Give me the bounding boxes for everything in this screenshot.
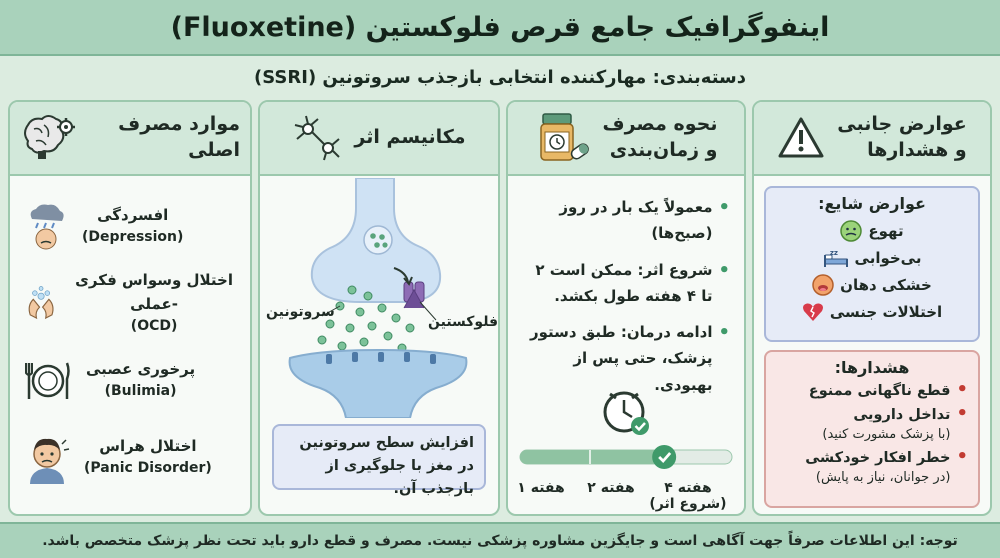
mechanism-caption: افزایش سطح سروتونین در مغز با جلوگیری از بازجذب آن. — [272, 424, 486, 490]
disclaimer-footer: توجه: این اطلاعات صرفاً جهت آگاهی است و جایگزین مشاوره پزشکی نیست. مصرف و قطع دارو باید تحت نظر پزشک متخصص باشد. — [0, 522, 1000, 558]
dosing-item: • شروع اثر: ممکن است ۲ تا ۴ هفته طول بکشد. — [522, 257, 730, 310]
pill-bottle-icon — [535, 110, 591, 166]
side-effects-column — [752, 100, 992, 516]
side-effects-header — [754, 102, 990, 176]
use-item-ocd: اختلال وسواس فکری -عملی (OCD) — [10, 265, 250, 342]
warnings-box — [764, 350, 980, 508]
bullet-icon: • — [956, 379, 968, 400]
neuron-icon — [292, 113, 342, 163]
serotonin-label: سروتونین — [266, 304, 335, 320]
common-side-effects-title: عوارض شایع: — [818, 194, 926, 213]
svg-text:zz: zz — [829, 248, 838, 257]
timeline-week4: هفته ۴ (شروع اثر) — [649, 480, 727, 512]
dosing-title-line1: نحوه مصرف — [602, 113, 718, 136]
side-effect-item: خشکی دهان — [776, 271, 968, 298]
uses-column — [8, 100, 252, 516]
plate-cutlery-icon — [24, 359, 72, 403]
progress-check-icon — [652, 445, 676, 469]
dosing-header — [508, 102, 744, 176]
dosing-column — [506, 100, 746, 516]
uses-list — [10, 176, 250, 496]
use-item-bulimia: پرخوری عصبی (Bulimia) — [10, 342, 250, 419]
fluoxetine-label: فلوکستین — [428, 314, 499, 330]
uses-title: موارد مصرف اصلی — [118, 113, 240, 161]
nausea-face-icon — [840, 220, 862, 242]
warning-item: • تداخل دارویی (با پزشک مشورت کنید) — [776, 405, 968, 445]
bullet-icon: • — [718, 322, 730, 343]
dosing-title-line2: و زمان‌بندی — [609, 139, 718, 161]
mechanism-column — [258, 100, 500, 516]
side-effects-title-line1: عوارض جانبی — [837, 113, 967, 136]
side-effect-item: اختلالات جنسی — [776, 298, 968, 325]
bullet-icon: • — [718, 197, 730, 218]
side-effects-title-line2: و هشدارها — [867, 139, 967, 161]
hand-washing-icon — [24, 278, 58, 330]
timeline-week2: هفته ۲ — [587, 480, 635, 496]
common-side-effects-box — [764, 186, 980, 342]
side-effect-item: تهوع — [776, 217, 968, 244]
anxious-person-icon — [24, 432, 70, 484]
page-title: اینفوگرافیک جامع قرص فلوکستین (Fluoxetine) — [170, 11, 830, 43]
progress-bar — [518, 442, 734, 472]
uses-header — [10, 102, 250, 176]
dosing-item: • ادامه درمان: طبق دستور پزشک، حتی پس از بهبودی. — [522, 319, 730, 398]
synapse-diagram — [260, 178, 498, 418]
dry-mouth-icon — [812, 274, 834, 296]
progress-fill — [520, 450, 664, 464]
warnings-title: هشدارها: — [834, 358, 910, 377]
sleeping-bed-icon — [823, 247, 849, 269]
broken-heart-icon — [802, 302, 824, 322]
warning-item: • خطر افکار خودکشی (در جوانان، نیاز به پایش) — [776, 448, 968, 488]
category-subtitle: دسته‌بندی: مهارکننده انتخابی بازجذب سروتونین (SSRI) — [254, 66, 746, 88]
warning-triangle-icon — [777, 116, 825, 160]
dosing-item: • معمولاً یک بار در روز (صبح‌ها) — [522, 194, 730, 247]
header-bar — [0, 0, 1000, 56]
timeline — [508, 382, 744, 512]
bullet-icon: • — [956, 403, 968, 425]
bullet-icon: • — [956, 445, 968, 467]
use-item-depression: افسردگی (Depression) — [10, 188, 250, 265]
use-item-panic: اختلال هراس (Panic Disorder) — [10, 419, 250, 496]
timeline-week1: هفته ۱ — [517, 480, 565, 496]
side-effect-item: بی‌خوابی zz — [776, 244, 968, 271]
rain-cloud-head-icon — [24, 201, 68, 253]
warning-item: • قطع ناگهانی ممنوع — [776, 381, 968, 402]
dosing-list — [508, 194, 744, 398]
mechanism-header — [260, 102, 498, 176]
brain-gear-icon — [20, 113, 76, 163]
bullet-icon: • — [718, 259, 730, 281]
alarm-clock-icon — [600, 386, 652, 438]
mechanism-title: مکانیسم اثر — [354, 126, 466, 149]
